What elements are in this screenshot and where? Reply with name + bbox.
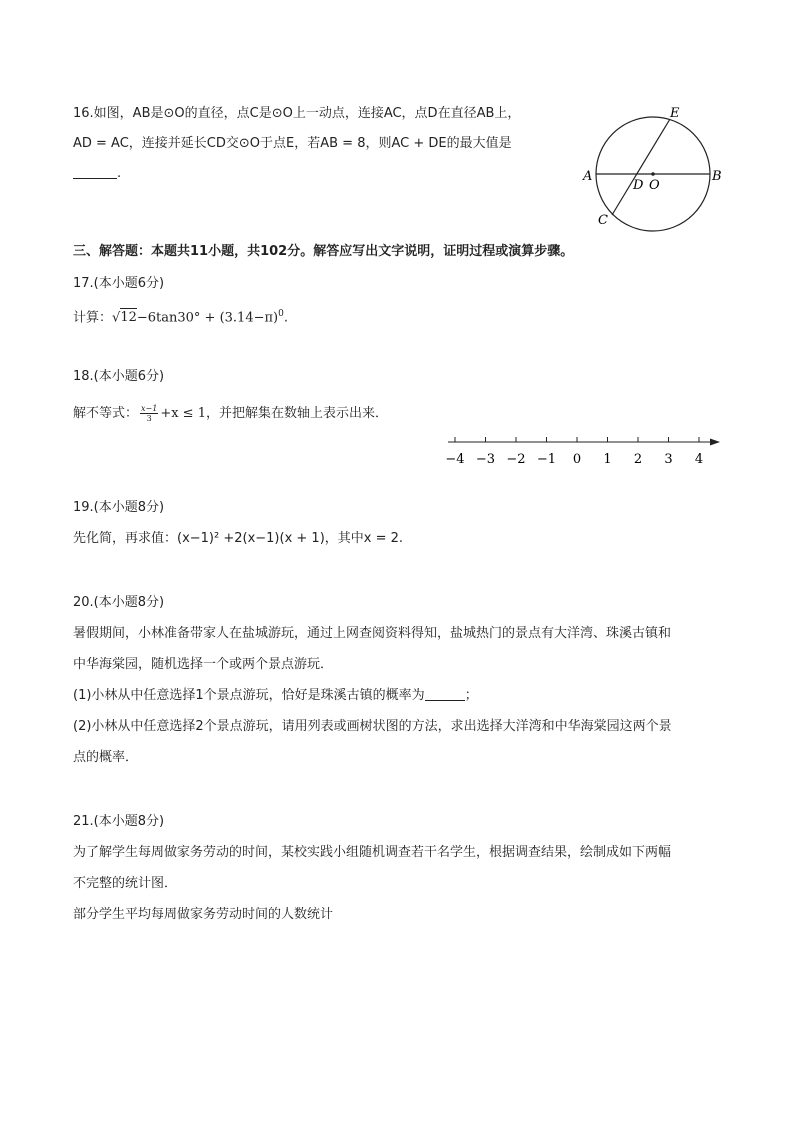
number-line-tick-label: −4 xyxy=(445,452,465,467)
number-line-tick-label: 3 xyxy=(664,452,673,467)
number-line-tick-label: 0 xyxy=(572,452,582,467)
q19-expression: 先化简，再求值：(x−1)² +2(x−1)(x + 1)，其中x = 2. xyxy=(73,531,404,546)
label-e: E xyxy=(670,106,680,121)
q17-expression: 计算：$√12-6\tan 30^\circ + (3.14-\pi)^0$. xyxy=(73,309,288,326)
number-line-tick-label: 1 xyxy=(603,452,612,467)
q21-chart-title: 部分学生平均每周做家务劳动时间的人数统计 xyxy=(73,907,334,922)
q20-para1: 暑假期间，小林准备带家人在盐城游玩，通过上网查阅资料得知，盐城热门的景点有大洋湾、珠溪古镇和 xyxy=(73,626,672,641)
q19-title: 19.(本小题8分) xyxy=(73,500,165,515)
label-a: A xyxy=(583,169,593,184)
section3-heading: 三、解答题：本题共11小题，共102分。解答应写出文字说明，证明过程或演算步骤。 xyxy=(73,244,574,259)
q18-title: 18.(本小题6分) xyxy=(73,369,165,384)
q16-line1: 16.如图，AB是⊙O的直径，点C是⊙O上一动点，连接AC，点D在直径AB上， xyxy=(73,106,521,121)
label-b: B xyxy=(712,169,722,184)
q16-circle-figure xyxy=(580,100,730,236)
number-line-tick-label: −1 xyxy=(536,452,557,467)
q16-line3: . xyxy=(73,166,121,182)
label-c: C xyxy=(598,213,608,228)
answer-blank[interactable] xyxy=(73,166,117,179)
chord-ce xyxy=(612,119,670,215)
label-o: O xyxy=(649,178,660,193)
q16-line2: AD = AC，连接并延长CD交⊙O于点E，若AB = 8，则AC + DE的最大值是 xyxy=(73,136,512,151)
q20-para2: 中华海棠园，随机选择一个或两个景点游玩． xyxy=(73,657,334,672)
q17-title: 17.(本小题6分) xyxy=(73,276,165,291)
center-point xyxy=(651,172,655,176)
label-d: D xyxy=(633,178,644,193)
q21-title: 21.(本小题8分) xyxy=(73,814,165,829)
arrow-right-icon xyxy=(710,439,720,446)
q18-expression: 解不等式： $\frac{x-1}{3}$ +x ≤ 1，并把解集在数轴上表示出来． xyxy=(73,404,388,423)
answer-blank[interactable] xyxy=(425,688,465,701)
number-line-tick-label: −2 xyxy=(506,452,526,467)
q20-title: 20.(本小题8分) xyxy=(73,595,165,610)
q21-para1: 为了解学生每周做家务劳动的时间，某校实践小组随机调查若干名学生，根据调查结果，绘制成如下两幅 xyxy=(73,845,672,860)
number-line-tick-label: 4 xyxy=(694,452,704,467)
number-line-tick-label: 2 xyxy=(633,452,643,467)
number-line-tick-label: −3 xyxy=(475,452,496,467)
q21-para2: 不完整的统计图． xyxy=(73,876,178,891)
q20-sub2a: (2)小林从中任意选择2个景点游玩，请用列表或画树状图的方法，求出选择大洋湾和中华海棠园这两个景 xyxy=(73,719,672,734)
q20-sub2b: 点的概率． xyxy=(73,750,139,765)
number-line xyxy=(440,432,725,470)
q20-sub1: (1)小林从中任意选择1个景点游玩，恰好是珠溪古镇的概率为 ； xyxy=(73,688,478,703)
